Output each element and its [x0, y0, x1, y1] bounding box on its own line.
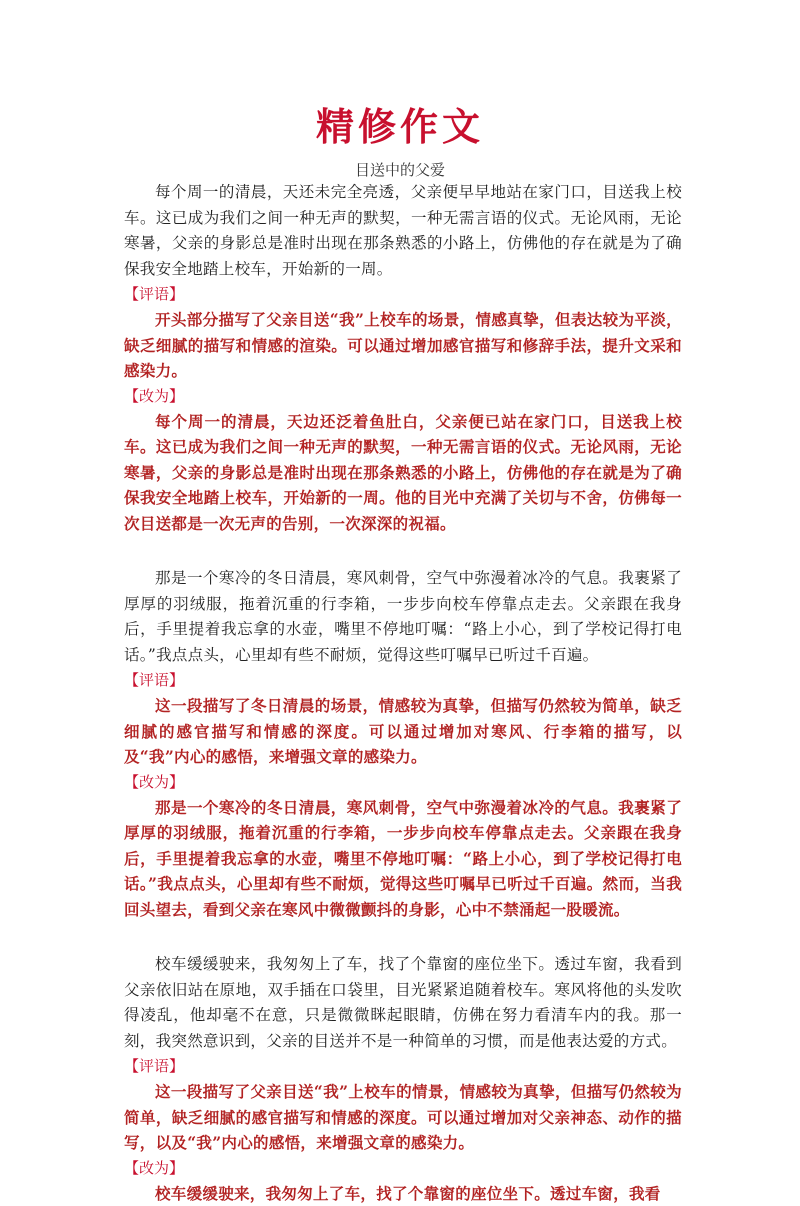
revision-label-1: 【改为】 [124, 384, 682, 409]
original-paragraph-2: 那是一个寒冷的冬日清晨，寒风刺骨，空气中弥漫着冰冷的气息。我裹紧了厚厚的羽绒服，拖着沉重的行李箱，一步步向校车停靠点走去。父亲跟在我身后，手里提着我忘拿的水壶，嘴里不停地叮嘱：“路上小心，到了学校记得打电话。”我点点头，心里却有些不耐烦，觉得这些叮嘱早已听过千百遍。 [124, 566, 682, 668]
revised-paragraph-3: 校车缓缓驶来，我匆匆上了车，找了个靠窗的座位坐下。透过车窗，我看 [124, 1181, 682, 1206]
page-title: 精修作文 [0, 103, 800, 151]
section-spacer [124, 922, 682, 952]
comment-paragraph-1: 开头部分描写了父亲目送“我”上校车的场景，情感真挚，但表达较为平淡，缺乏细腻的描写和情感的渲染。可以通过增加感官描写和修辞手法，提升文采和感染力。 [124, 307, 682, 384]
revision-label-3: 【改为】 [124, 1156, 682, 1181]
original-paragraph-3: 校车缓缓驶来，我匆匆上了车，找了个靠窗的座位坐下。透过车窗，我看到父亲依旧站在原地，双手插在口袋里，目光紧紧追随着校车。寒风将他的头发吹得凌乱，他却毫不在意，只是微微眯起眼睛，仿佛在努力看清车内的我。那一刻，我突然意识到，父亲的目送并不是一种简单的习惯，而是他表达爱的方式。 [124, 952, 682, 1054]
section-spacer [124, 536, 682, 566]
comment-label-1: 【评语】 [124, 282, 682, 307]
essay-body [124, 180, 682, 1206]
revision-label-2: 【改为】 [124, 770, 682, 795]
comment-paragraph-3: 这一段描写了父亲目送“我”上校车的情景，情感较为真挚，但描写仍然较为简单，缺乏细腻的感官描写和情感的深度。可以通过增加对父亲神态、动作的描写，以及“我”内心的感悟，来增强文章的感染力。 [124, 1079, 682, 1156]
comment-label-2: 【评语】 [124, 668, 682, 693]
comment-label-3: 【评语】 [124, 1054, 682, 1079]
essay-title: 目送中的父爱 [0, 159, 800, 181]
revised-paragraph-2: 那是一个寒冷的冬日清晨，寒风刺骨，空气中弥漫着冰冷的气息。我裹紧了厚厚的羽绒服，拖着沉重的行李箱，一步步向校车停靠点走去。父亲跟在我身后，手里提着我忘拿的水壶，嘴里不停地叮嘱：“路上小心，到了学校记得打电话。”我点点头，心里却有些不耐烦，觉得这些叮嘱早已听过千百遍。然而，当我回头望去，看到父亲在寒风中微微颤抖的身影，心中不禁涌起一股暖流。 [124, 795, 682, 923]
revised-paragraph-1: 每个周一的清晨，天边还泛着鱼肚白，父亲便已站在家门口，目送我上校车。这已成为我们之间一种无声的默契，一种无需言语的仪式。无论风雨，无论寒暑，父亲的身影总是准时出现在那条熟悉的小路上，仿佛他的存在就是为了确保我安全地踏上校车，开始新的一周。他的目光中充满了关切与不舍，仿佛每一次目送都是一次无声的告别，一次深深的祝福。 [124, 409, 682, 537]
comment-paragraph-2: 这一段描写了冬日清晨的场景，情感较为真挚，但描写仍然较为简单，缺乏细腻的感官描写和情感的深度。可以通过增加对寒风、行李箱的描写，以及“我”内心的感悟，来增强文章的感染力。 [124, 693, 682, 770]
original-paragraph-1: 每个周一的清晨，天还未完全亮透，父亲便早早地站在家门口，目送我上校车。这已成为我们之间一种无声的默契，一种无需言语的仪式。无论风雨，无论寒暑，父亲的身影总是准时出现在那条熟悉的小路上，仿佛他的存在就是为了确保我安全地踏上校车，开始新的一周。 [124, 180, 682, 282]
